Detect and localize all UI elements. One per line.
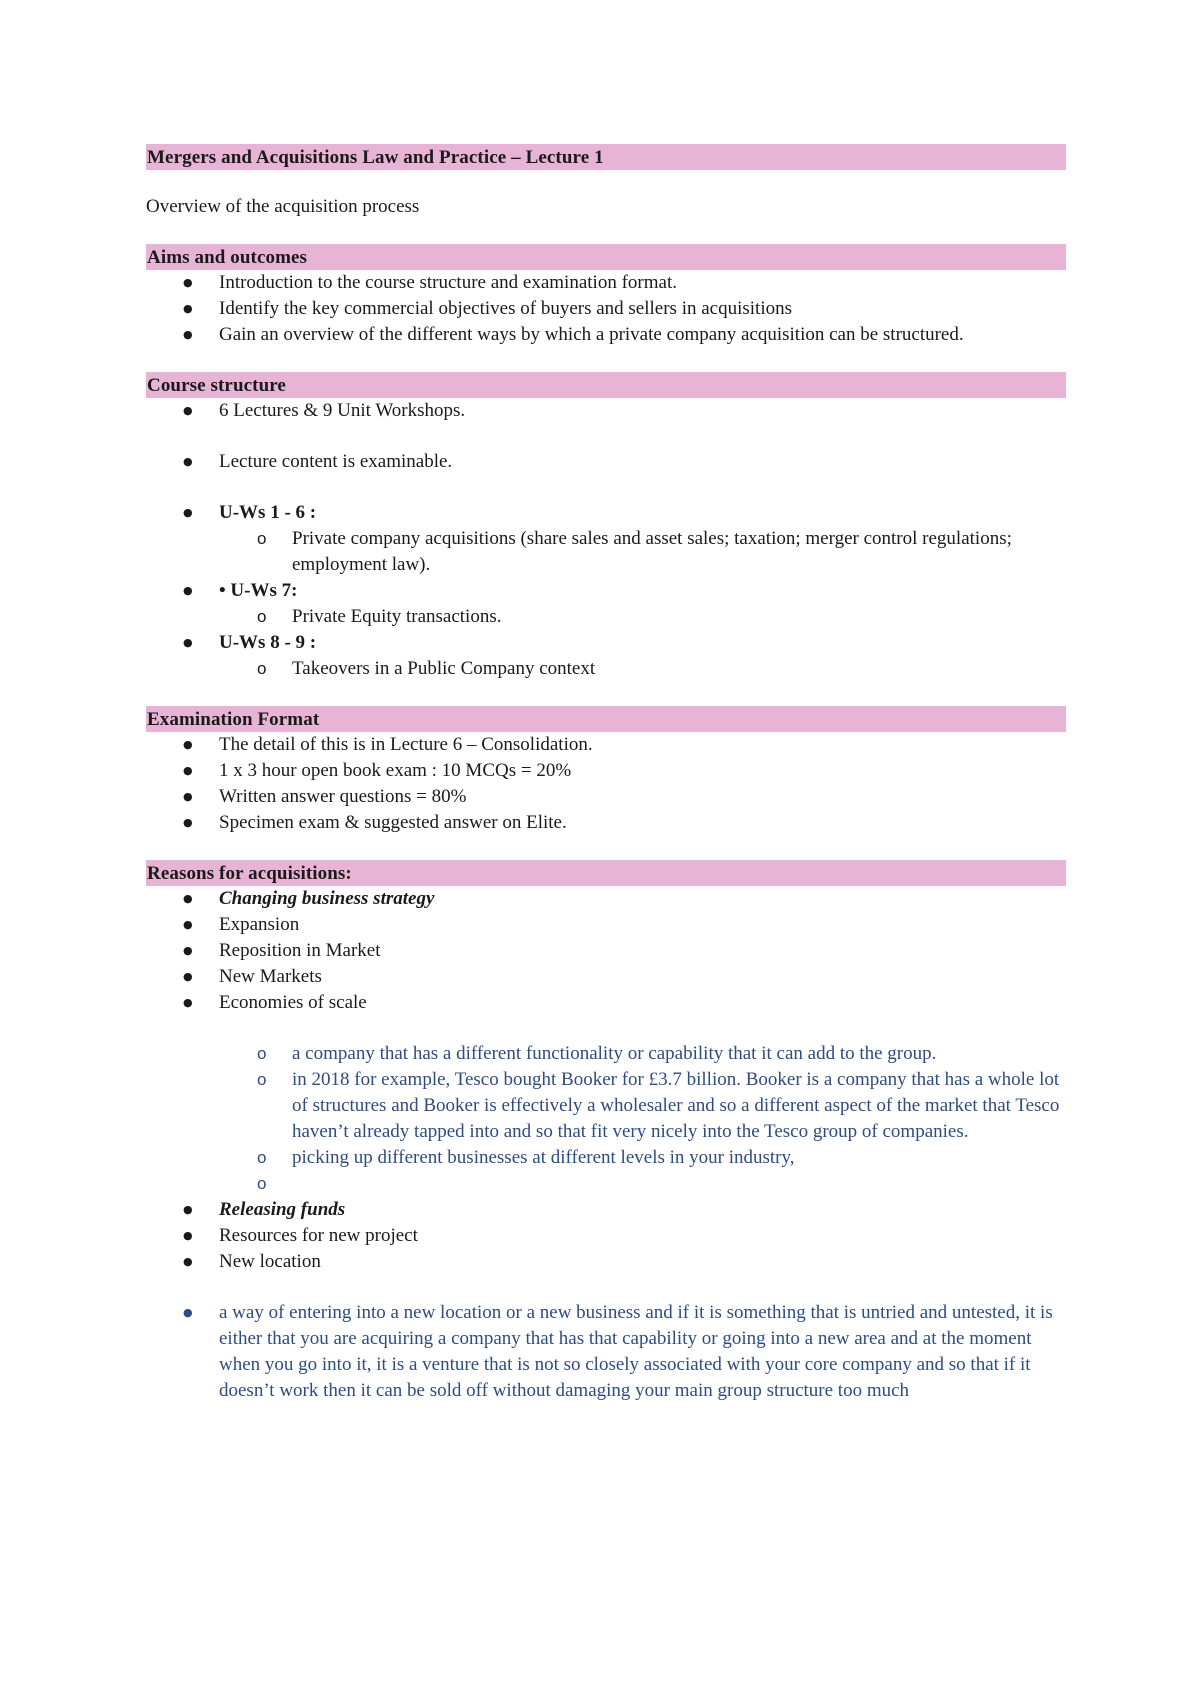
- sub-list-item: o Takeovers in a Public Company context: [146, 656, 1066, 682]
- list-item: ● Introduction to the course structure and examination format.: [146, 270, 1066, 296]
- list-item: ● Economies of scale: [146, 990, 1066, 1016]
- sub-list-item: [146, 1171, 1066, 1197]
- list-item: ● Lecture content is examinable.: [146, 449, 1066, 475]
- sub-list-item: o picking up different businesses at different levels in your industry,: [146, 1145, 1066, 1171]
- document-body: [146, 144, 1066, 1404]
- section-heading-aims: Aims and outcomes: [146, 244, 1066, 270]
- list-item: ● • U-Ws 7:: [146, 578, 1066, 604]
- list-item: ● Written answer questions = 80%: [146, 784, 1066, 810]
- section-heading-course: Course structure: [146, 372, 1066, 398]
- list-item: ● Reposition in Market: [146, 938, 1066, 964]
- document-subtitle: Overview of the acquisition process: [146, 196, 420, 217]
- list-item: ● Expansion: [146, 912, 1066, 938]
- sub-list-item: o Private Equity transactions.: [146, 604, 1066, 630]
- list-item: ● Specimen exam & suggested answer on Elite.: [146, 810, 1066, 836]
- section-heading-reasons: Reasons for acquisitions:: [146, 860, 1066, 886]
- exam-list: [146, 732, 1066, 836]
- sub-list-item: o Private company acquisitions (share sales and asset sales; taxation; merger control regulations; employment law).: [146, 526, 1066, 578]
- list-item: ● 1 x 3 hour open book exam : 10 MCQs = 20%: [146, 758, 1066, 784]
- list-item: ● Releasing funds: [146, 1197, 1066, 1223]
- list-item: ● The detail of this is in Lecture 6 – Consolidation.: [146, 732, 1066, 758]
- list-item: ● Gain an overview of the different ways by which a private company acquisition can be structured.: [146, 322, 1066, 348]
- sub-list-item: o a company that has a different functionality or capability that it can add to the group.: [146, 1041, 1066, 1067]
- reasons-list: [146, 886, 1066, 1404]
- section-heading-exam: Examination Format: [146, 706, 1066, 732]
- list-item: ● New Markets: [146, 964, 1066, 990]
- list-item: ● a way of entering into a new location or a new business and if it is something that is untried and untested, it is either that you are acquiring a company that has that capability or going into a new area and at the moment when you go into it, it is a venture that is not so closely associated with your core company and so that if it doesn’t work then it can be sold off without damaging your main group structure too much: [146, 1300, 1066, 1404]
- list-item: ● Identify the key commercial objectives of buyers and sellers in acquisitions: [146, 296, 1066, 322]
- course-list: [146, 398, 1066, 682]
- list-item: ● Resources for new project: [146, 1223, 1066, 1249]
- aims-list: [146, 270, 1066, 348]
- sub-list-item: o in 2018 for example, Tesco bought Booker for £3.7 billion. Booker is a company that has a whole lot of structures and Booker is effectively a wholesaler and so a different aspect of the market that Tesco haven’t already tapped into and so that fit very nicely into the Tesco group of companies.: [146, 1067, 1066, 1145]
- list-item: ● Changing business strategy: [146, 886, 1066, 912]
- list-item: ● New location: [146, 1249, 1066, 1275]
- list-item: ● U-Ws 1 - 6 :: [146, 500, 1066, 526]
- list-item: ● 6 Lectures & 9 Unit Workshops.: [146, 398, 1066, 424]
- list-item: ● U-Ws 8 - 9 :: [146, 630, 1066, 656]
- document-title: Mergers and Acquisitions Law and Practice – Lecture 1: [146, 144, 1066, 170]
